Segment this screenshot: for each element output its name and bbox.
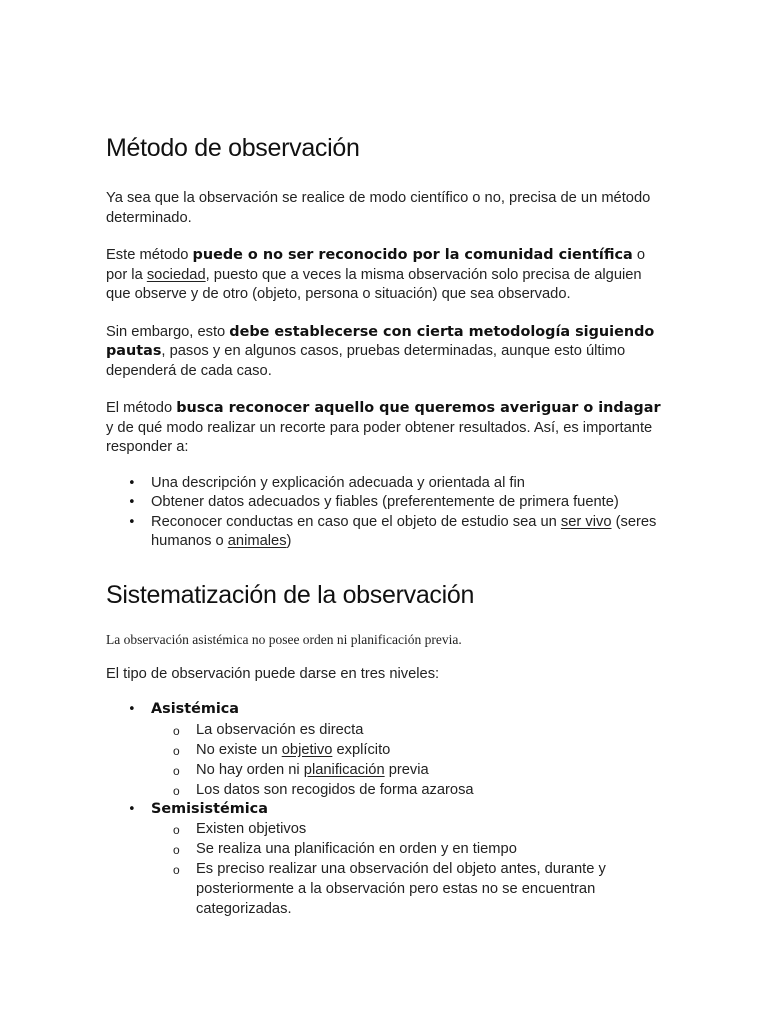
semisistemica-sublist [106,819,666,919]
list-item [106,513,666,552]
sublist-item-text: Existen objetivos [196,821,307,837]
sublist-item [106,720,666,740]
bold-phrase: busca reconocer aquello que queremos averiguar o indagar [176,400,661,416]
paragraph-purpose [106,399,666,458]
sublist-item [106,740,666,760]
list-item [106,474,666,494]
paragraph-levels-intro [106,665,666,685]
text-run: ) [286,533,292,549]
requirements-list [106,474,666,552]
link-planificacion[interactable]: planificación [303,761,385,778]
level-label: Asistémica [151,701,240,717]
sublist-item [106,760,666,780]
bold-phrase: puede o no ser reconocido por la comunidad científica [192,247,633,263]
sublist-item-text: Se realiza una planificación en orden y en tiempo [196,841,517,857]
link-ser-vivo[interactable]: ser vivo [560,513,612,530]
text-run: y de qué modo realizar un recorte para poder obtener resultados. Así, es importante responder a: [106,419,653,455]
level-item-asistemica [106,700,666,720]
sublist-item-text: La observación es directa [196,721,364,738]
paragraph-recognition [106,246,666,305]
sublist-item [106,780,666,800]
section-title-metodo: Método de observación [106,134,360,162]
sublist-item [106,819,666,839]
section-title-sistematizacion: Sistematización de la observación [106,580,475,609]
level-label: Semisistémica [151,800,268,817]
text-run: Sin embargo, esto [106,323,230,340]
text-run: Este método [106,247,193,263]
levels-list-continued [106,800,666,820]
paragraph-levels-intro-text: El tipo de observación puede darse en tres niveles: [106,665,440,682]
link-sociedad[interactable]: sociedad [146,266,206,283]
sublist-item-text: Es preciso realizar una observación del objeto antes, durante y posteriormente a la observación pero estas no se encuentran categorizadas. [196,861,606,917]
text-run: , puesto que a veces la misma observación solo precisa de alguien que observe y de otro (objeto, persona o situación) que sea observado. [106,266,642,302]
text-run: o por la [106,247,646,283]
serif-note [106,630,666,649]
list-item-text: Una descripción y explicación adecuada y orientada al fin [151,474,525,491]
paragraph-intro-text: Ya sea que la observación se realice de modo científico o no, precisa de un método determinado. [106,190,651,226]
text-run: previa [384,761,429,778]
text-run: El método [106,400,177,416]
text-run: Reconocer conductas en caso que el objeto de estudio sea un [151,513,561,530]
document-content [106,128,666,919]
level-item-semisistemica [106,800,666,820]
bold-phrase: debe establecerse con cierta metodología siguiendo pautas [106,323,655,359]
link-objetivo[interactable]: objetivo [281,741,333,758]
text-run: (seres humanos o [151,513,657,549]
list-item-text: Obtener datos adecuados y fiables (preferentemente de primera fuente) [151,494,619,510]
text-run: , pasos y en algunos casos, pruebas determinadas, aunque esto último dependerá de cada caso. [106,343,626,379]
text-run: explícito [332,741,391,758]
sublist-item [106,839,666,859]
serif-note-text: La observación asistémica no posee orden ni planificación previa. [106,631,462,647]
levels-list [106,700,666,720]
link-animales[interactable]: animales [227,533,287,549]
list-item [106,493,666,513]
paragraph-intro [106,189,666,228]
asistemica-sublist [106,720,666,800]
text-run: No existe un [196,741,282,758]
sublist-item [106,859,666,919]
sublist-item-text: Los datos son recogidos de forma azarosa [196,781,474,798]
paragraph-methodology [106,323,666,382]
text-run: No hay orden ni [196,761,304,778]
